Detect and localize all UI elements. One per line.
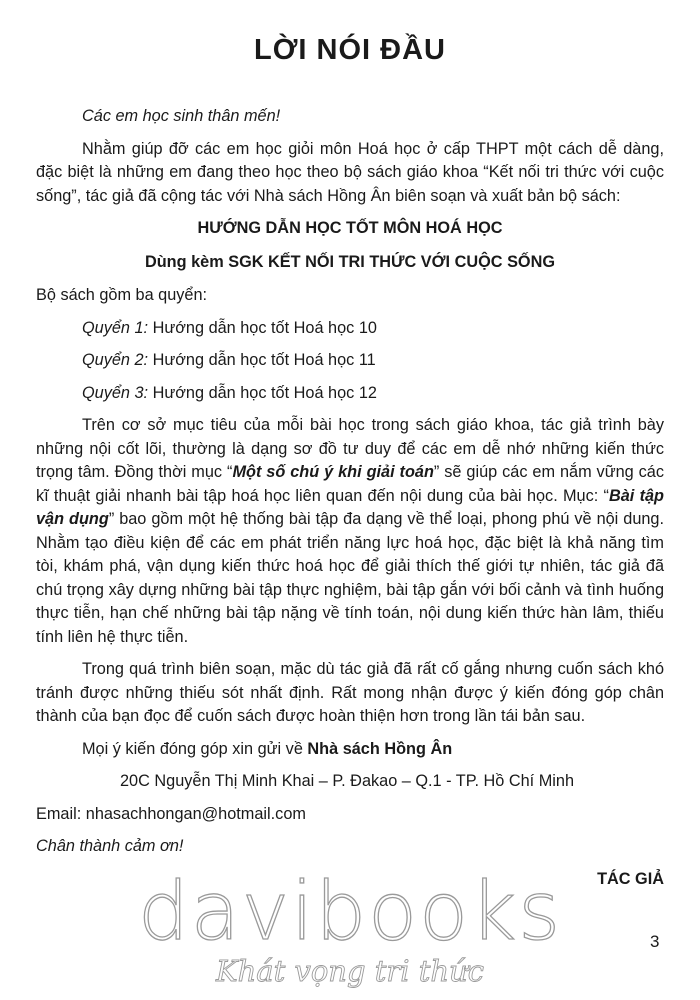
intro-paragraph: Nhằm giúp đỡ các em học giỏi môn Hoá học ở cấp THPT một cách dễ dàng, đặc biệt là những em đang theo học theo bộ sách giáo khoa “Kết nối tri thức với cuộc sống”, tác giả đã cộng tác với Nhà sách Hồng Ân biên soạn và xuất bản bộ sách: bbox=[36, 139, 664, 205]
volume-item bbox=[36, 382, 664, 406]
watermark-logo: davibooks bbox=[137, 865, 563, 958]
volume-label: Quyển 2: bbox=[82, 351, 149, 369]
signature: TÁC GIẢ bbox=[597, 869, 664, 888]
volume-title: Hướng dẫn học tốt Hoá học 11 bbox=[148, 351, 376, 369]
series-title: HƯỚNG DẪN HỌC TỐT MÔN HOÁ HỌC bbox=[197, 219, 503, 237]
volume-item bbox=[36, 349, 664, 373]
content-text: ” bao gồm một hệ thống bài tập đa dạng về thể loại, phong phú về nội dung. Nhằm tạo điều kiện để các em phát triển năng lực hoá học, đặc biệt là khả năng tìm tòi, khám phá, vận dụng kiến thức hoá học để giải thích thế giới tự nhiên, tác giả đã chú trọng xây dựng những bài tập thực nghiệm, bài tập gắn với bối cảnh và tình huống thực tiễn, hạn chế những bài tập nặng về tính toán, nội dung kiến thức hàn lâm, thiếu tính liên hệ thực tiễn. bbox=[36, 510, 665, 646]
content-paragraph bbox=[36, 414, 664, 649]
contact-address: 20C Nguyễn Thị Minh Khai – P. Đakao – Q.1 - TP. Hồ Chí Minh bbox=[120, 772, 575, 790]
content-text: Trên cơ sở mục tiêu của mỗi bài học trong sách giáo khoa, tác giả trình bày những nội cốt lõi, thường là dạng sơ đồ tư duy để các em dễ nhớ những kiến thức trọng tâm. Đồng thời mục “ bbox=[36, 416, 664, 481]
section-name-tips: Một số chú ý khi giải toán bbox=[232, 463, 434, 481]
volume-title: Hướng dẫn học tốt Hoá học 12 bbox=[148, 383, 377, 402]
series-subtitle: Dùng kèm SGK KẾT NỐI TRI THỨC VỚI CUỘC SỐNG bbox=[144, 252, 556, 271]
volume-label: Quyển 1: bbox=[82, 318, 149, 337]
content-text: ” sẽ giúp các em nắm vững các kĩ thuật giải nhanh bài tập hoá học liên quan đến nội dung của bài học. Mục: “ bbox=[36, 463, 664, 505]
watermark-tagline: Khát vọng tri thức bbox=[215, 954, 485, 988]
volumes-intro: Bộ sách gồm ba quyển: bbox=[36, 286, 208, 304]
contact-line bbox=[36, 738, 664, 762]
greeting: Các em học sinh thân mến! bbox=[82, 107, 281, 125]
volume-title: Hướng dẫn học tốt Hoá học 10 bbox=[148, 318, 377, 337]
publisher-name: Nhà sách Hồng Ân bbox=[307, 739, 453, 758]
contact-email: Email: nhasachhongan@hotmail.com bbox=[36, 804, 306, 823]
closing-paragraph: Trong quá trình biên soạn, mặc dù tác giả đã rất cố gắng nhưng cuốn sách khó tránh được những thiếu sót nhất định. Rất mong nhận được ý kiến đóng góp chân thành của bạn đọc để cuốn sách được hoàn thiện hơn trong lần tái bản sau. bbox=[36, 660, 664, 725]
thanks-line: Chân thành cảm ơn! bbox=[36, 837, 184, 855]
contact-intro: Mọi ý kiến đóng góp xin gửi về bbox=[82, 739, 308, 758]
section-name-exercises: Bài tập vận dụng bbox=[36, 486, 664, 528]
page-number: 3 bbox=[650, 932, 660, 951]
volume-label: Quyển 3: bbox=[82, 383, 149, 402]
volume-item bbox=[36, 317, 664, 341]
preface-body bbox=[36, 105, 664, 900]
page-title: LỜI NÓI ĐẦU bbox=[253, 34, 446, 66]
